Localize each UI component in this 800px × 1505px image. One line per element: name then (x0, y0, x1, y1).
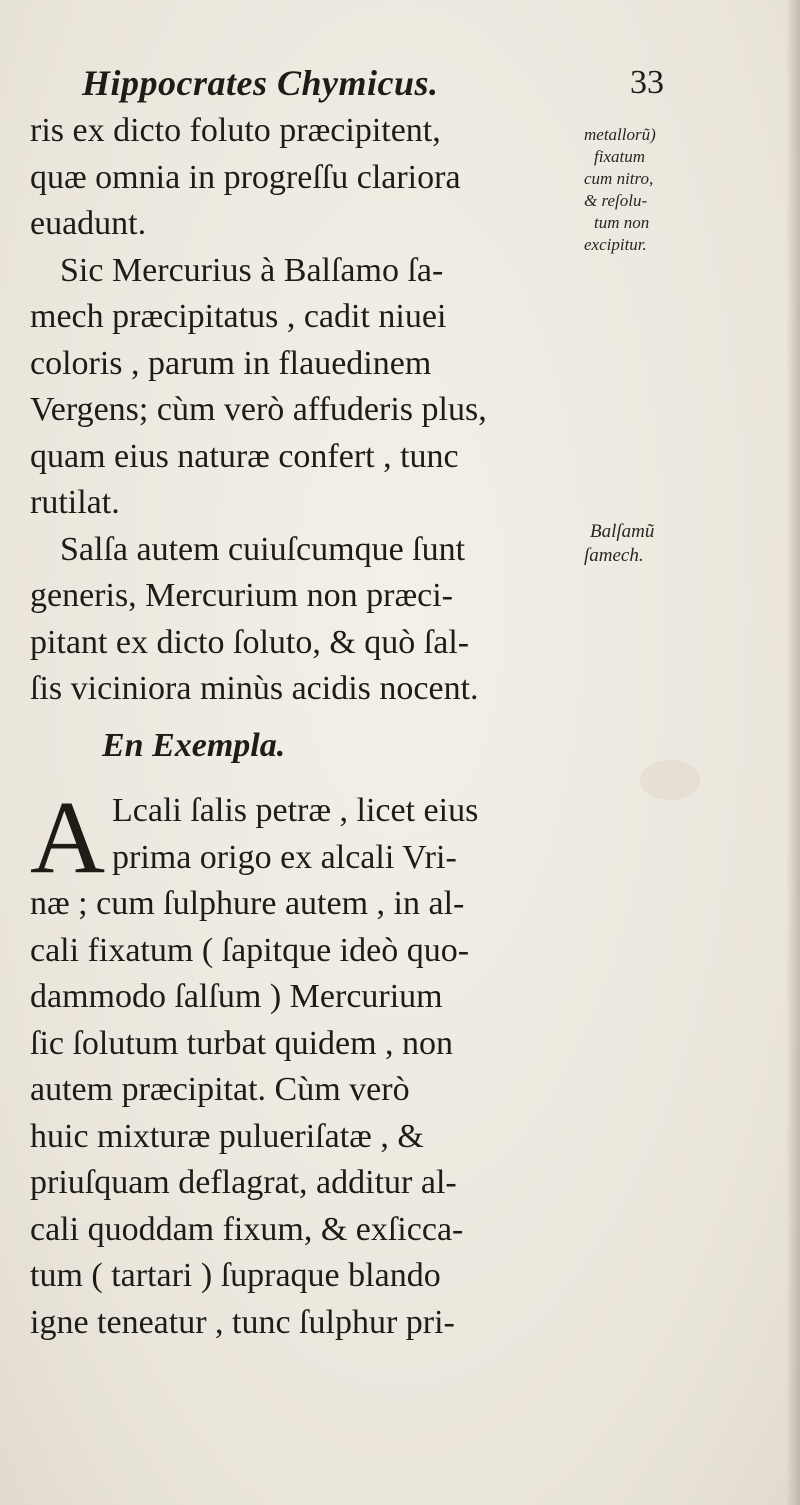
text-line: euadunt. (30, 205, 147, 242)
text-line: generis, Mercurium non præci- (30, 577, 453, 614)
marginal-line: cum nitro, (584, 169, 654, 188)
marginal-line: excipitur. (584, 235, 647, 254)
text-line: rutilat. (30, 484, 120, 521)
marginal-line: Balſamũ (590, 521, 655, 542)
text-line: Sic Mercurius à Balſamo ſa- (60, 251, 444, 289)
main-text-block (30, 108, 550, 713)
text-line: quam eius naturæ confert , tunc (30, 437, 459, 475)
marginal-line: fixatum (594, 147, 645, 166)
text-line: cali quoddam fixum, & exſicca- (30, 1210, 464, 1248)
marginal-line: tum non (594, 213, 650, 232)
text-line: coloris , parum in flauedinem (30, 344, 432, 382)
text-line: pitant ex dicto ſoluto, & quò ſal- (30, 623, 470, 661)
text-line: autem præcipitat. Cùm verò (30, 1071, 410, 1108)
section-heading: En Exempla. (102, 727, 286, 764)
text-line: quæ omnia in progreſſu clariora (30, 158, 461, 196)
page-number: 33 (630, 64, 664, 101)
text-line: ſic ſolutum turbat quidem , non (30, 1024, 454, 1062)
marginal-line: metallorũ) (584, 125, 656, 144)
text-line: næ ; cum ſulphure autem , in al- (30, 885, 465, 922)
drop-cap: A (30, 780, 106, 895)
marginal-line: & reſolu- (584, 191, 648, 210)
text-line: prima origo ex alcali Vri- (112, 838, 457, 876)
text-line: dammodo ſalſum ) Mercurium (30, 978, 443, 1015)
paper-stain (640, 760, 700, 800)
text-line: tum ( tartari ) ſupraque blando (30, 1257, 441, 1294)
marginal-note (584, 520, 724, 568)
marginal-note (584, 124, 724, 256)
text-line: Vergens; cùm verò affuderis plus, (30, 391, 487, 428)
marginal-line: ſamech. (584, 545, 644, 566)
text-line: Salſa autem cuiuſcumque ſunt (60, 530, 466, 568)
text-line: cali fixatum ( ſapitque ideò quo- (30, 931, 470, 969)
example-text-block (30, 780, 550, 1346)
text-line: mech præcipitatus , cadit niuei (30, 298, 447, 335)
text-line: huic mixturæ pulueriſatæ , & (30, 1117, 424, 1155)
page-header (82, 62, 682, 112)
running-title: Hippocrates Chymicus. (82, 63, 439, 103)
text-line: ſis viciniora minùs acidis nocent. (30, 670, 479, 707)
text-line: priuſquam deflagrat, additur al- (30, 1164, 457, 1201)
text-line: Lcali ſalis petræ , licet eius (112, 792, 479, 829)
text-line: igne teneatur , tunc ſulphur pri- (30, 1303, 455, 1341)
page-edge-shadow (786, 0, 800, 1505)
text-line: ris ex dicto foluto præcipitent, (30, 112, 441, 149)
